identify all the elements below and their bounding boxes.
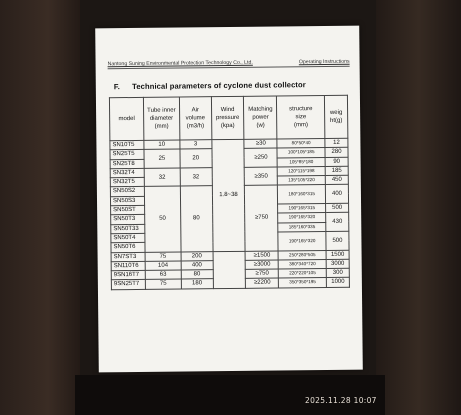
section-title-text: Technical parameters of cyclone dust collector xyxy=(132,80,306,92)
table-row: SN50ST 190*165*315 500 xyxy=(111,203,349,215)
section-title xyxy=(114,80,306,91)
header-tube-diameter: Tube inner diameter (mm) xyxy=(143,97,179,140)
header-model: model xyxy=(109,97,143,140)
company-name: Nantong Suning Environmental Protection Technology Co., Ltd. xyxy=(107,59,253,68)
table-row: SN50T6 xyxy=(111,241,349,253)
header-weight: weig ht(g) xyxy=(324,95,347,138)
section-number: F. xyxy=(113,82,120,92)
table-row: SN32T4 32 32 ≥350 120*115*198 185 xyxy=(110,166,348,178)
table-row: SN32T5 135*105*220 450 xyxy=(110,175,348,187)
table-surface-left xyxy=(0,0,80,415)
parameters-table xyxy=(109,95,350,290)
dark-surface-bottom xyxy=(75,375,385,415)
table-row: SN50T3 190*165*320 430 xyxy=(111,213,349,225)
table-row: SN50S2 50 80 ≥750 180*160*315 400 xyxy=(110,185,348,197)
table-row: SN25T8 105*85*180 90 xyxy=(110,157,348,169)
table-row: SN25T5 25 20 ≥250 100*105*185 280 xyxy=(110,148,348,160)
table-header-row xyxy=(109,95,347,140)
table-row: SN110T6 104 400 ≥3000 380*340*720 3000 xyxy=(111,259,349,271)
page-header xyxy=(108,59,350,70)
table-surface-right xyxy=(376,0,461,415)
table-row: SN50T4 190*165*320 500 xyxy=(111,231,349,243)
header-air-volume: Air volume (m3/h) xyxy=(179,97,211,140)
photo-timestamp: 2025.11.28 10:07 xyxy=(305,396,377,405)
table-row: SN10T5 10 3 1.8~38 ≥30 80*50*40 12 xyxy=(110,138,348,150)
table-row: 9SN25T7 75 180 ≥2200 350*350*195 1000 xyxy=(111,278,349,290)
table-row: 9SN16T7 63 80 ≥750 220*220*105 300 xyxy=(111,268,349,280)
header-matching-power: Matching power (w) xyxy=(244,96,277,139)
table-row: SN50T33 185*160*335 xyxy=(111,222,349,234)
table-row: SN50S3 xyxy=(110,194,348,206)
header-structure-size: structure size (mm) xyxy=(277,95,325,138)
table-row: SN7ST3 75 200 ≥1500 250*280*505 1500 xyxy=(111,250,349,262)
wind-pressure-cell: 1.8~38 xyxy=(211,139,245,251)
document-type: Operating Instructions xyxy=(298,58,350,66)
document-sheet xyxy=(95,26,363,373)
header-wind-pressure: Wind pressure (kpa) xyxy=(211,96,244,139)
